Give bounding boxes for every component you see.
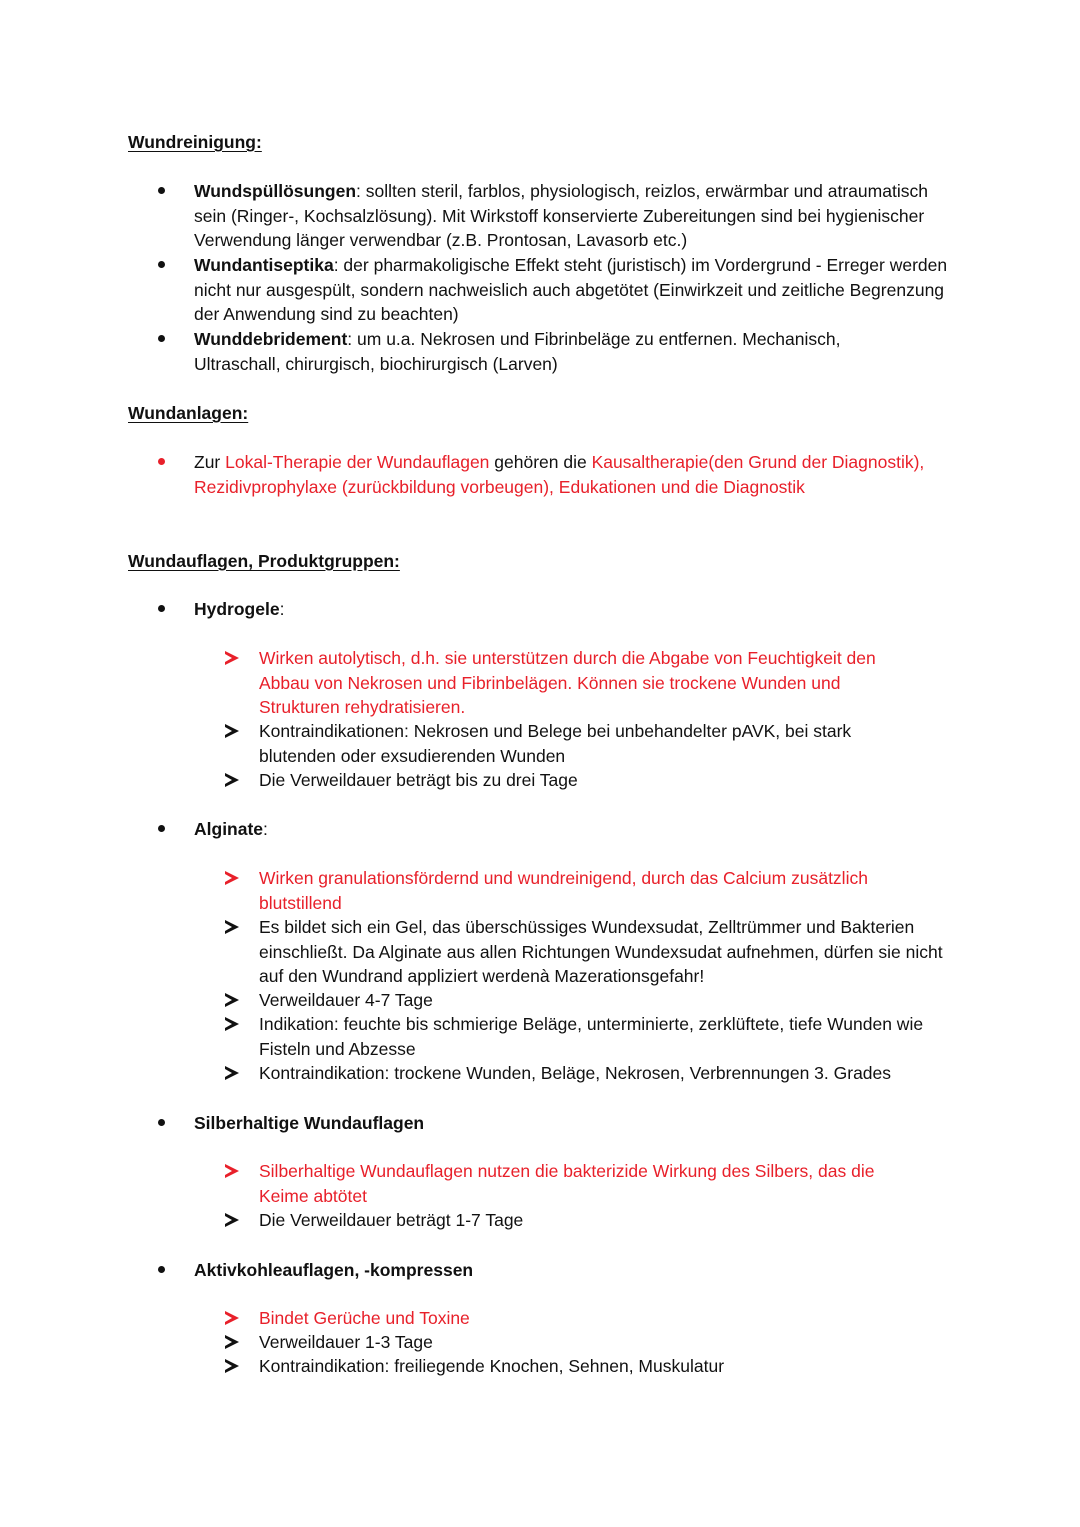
arrow-bullet-icon <box>225 1213 239 1227</box>
bullet-dot <box>158 605 165 612</box>
sub-point: Verweildauer 1-3 Tage <box>259 1332 433 1352</box>
sub-point: Bindet Gerüche und Toxine <box>259 1308 470 1328</box>
term-description: : der pharmakoligische Effekt steht (juristisch) im Vordergrund - Erreger werden nicht nur ausgespült, sondern nachweislich auch abgetötet (Einwirkzeit und zeitliche Begrenzung der Anwendung sind zu beachten) <box>194 255 948 324</box>
bullet-dot <box>158 825 165 832</box>
arrow-bullet-icon <box>225 773 239 787</box>
sub-point: Wirken granulationsfördernd und wundreinigend, durch das Calcium zusätzlich blutstillend <box>259 868 868 913</box>
term-description: : um u.a. Nekrosen und Fibrinbeläge zu entfernen. Mechanisch, Ultraschall, chirurgisch, biochirurgisch (Larven) <box>194 329 841 374</box>
arrow-bullet-icon <box>225 871 239 885</box>
list-item-wundantiseptika <box>194 253 964 327</box>
highlight-text: Lokal-Therapie der Wundauflagen <box>225 452 490 472</box>
list-item-lokal-therapie <box>194 450 974 499</box>
arrow-bullet-icon <box>225 1066 239 1080</box>
bullet-dot <box>158 1266 165 1273</box>
sub-point: Silberhaltige Wundauflagen nutzen die bakterizide Wirkung des Silbers, das die Keime abtötet <box>259 1161 875 1206</box>
arrow-bullet-icon <box>225 651 239 665</box>
text-segment: Zur <box>194 452 226 472</box>
term-label: Wundspüllösungen <box>194 181 357 201</box>
term-description: : sollten steril, farblos, physiologisch, reizlos, erwärmbar und atraumatisch sein (Ringer-, Kochsalzlösung). Mit Wirkstoff konservierte Zubereitungen sind bei hygienischer Verwendung länger verwendbar (z.B. Prontosan, Lavasorb etc.) <box>194 181 928 250</box>
arrow-bullet-icon <box>225 920 239 934</box>
arrow-bullet-icon <box>225 993 239 1007</box>
sub-point: Die Verweildauer beträgt 1-7 Tage <box>259 1210 524 1230</box>
list-item-wundspuelloesungen <box>194 179 964 253</box>
heading-produktgruppen: Wundauflagen, Produktgruppen: <box>128 551 400 571</box>
group-title-suffix: : <box>263 819 268 839</box>
sub-point: Wirken autolytisch, d.h. sie unterstützen durch die Abgabe von Feuchtigkeit den Abbau von Nekrosen und Fibrinbelägen. Können sie trockene Wunden und Strukturen rehydratisieren. <box>259 648 876 717</box>
group-title-suffix: : <box>279 599 285 619</box>
sub-point: Es bildet sich ein Gel, das überschüssiges Wundexsudat, Zelltrümmer und Bakterien einschließt. Da Alginate aus allen Richtungen Wundexsudat aufnehmen, dürfen sie nicht auf den Wundrand appliziert werdenà Mazerationsgefahr! <box>259 917 943 986</box>
heading-wundreinigung: Wundreinigung: <box>128 132 262 152</box>
bullet-dot <box>158 458 165 465</box>
bullet-dot <box>158 261 165 268</box>
list-item-wunddebridement <box>194 327 884 376</box>
group-title: Alginate <box>194 819 264 839</box>
arrow-bullet-icon <box>225 724 239 738</box>
sub-point: Indikation: feuchte bis schmierige Beläge, unterminierte, zerklüftete, tiefe Wunden wie Fisteln und Abzesse <box>259 1014 924 1059</box>
term-label: Wunddebridement <box>194 329 348 349</box>
arrow-bullet-icon <box>225 1335 239 1349</box>
sub-point: Kontraindikationen: Nekrosen und Belege bei unbehandelter pAVK, bei stark blutenden oder exsudierenden Wunden <box>259 721 852 766</box>
highlight-text: Kausaltherapie(den Grund der Diagnostik), Rezidivprophylaxe (zurückbildung vorbeugen), Edukationen und die Diagnostik <box>194 452 925 497</box>
bullet-dot <box>158 1119 165 1126</box>
sub-point: Kontraindikation: freiliegende Knochen, Sehnen, Muskulatur <box>259 1356 725 1376</box>
group-title: Hydrogele <box>194 599 280 619</box>
group-title-aktivkohle <box>194 1258 964 1283</box>
arrow-bullet-icon <box>225 1164 239 1178</box>
arrow-bullet-icon <box>225 1359 239 1373</box>
heading-wundanlagen: Wundanlagen: <box>128 403 249 423</box>
arrow-bullet-icon <box>225 1017 239 1031</box>
group-title: Aktivkohleauflagen, -kompressen <box>194 1260 474 1280</box>
group-title-silberhaltige <box>194 1111 964 1136</box>
bullet-dot <box>158 335 165 342</box>
group-title-alginate <box>194 817 964 842</box>
group-title-hydrogele <box>194 597 964 622</box>
sub-point: Die Verweildauer beträgt bis zu drei Tage <box>259 770 578 790</box>
text-segment: gehören die <box>489 452 592 472</box>
arrow-bullet-icon <box>225 1311 239 1325</box>
group-title: Silberhaltige Wundauflagen <box>194 1113 425 1133</box>
sub-point: Kontraindikation: trockene Wunden, Beläge, Nekrosen, Verbrennungen 3. Grades <box>259 1063 892 1083</box>
sub-point: Verweildauer 4-7 Tage <box>259 990 433 1010</box>
bullet-dot <box>158 187 165 194</box>
term-label: Wundantiseptika <box>194 255 334 275</box>
